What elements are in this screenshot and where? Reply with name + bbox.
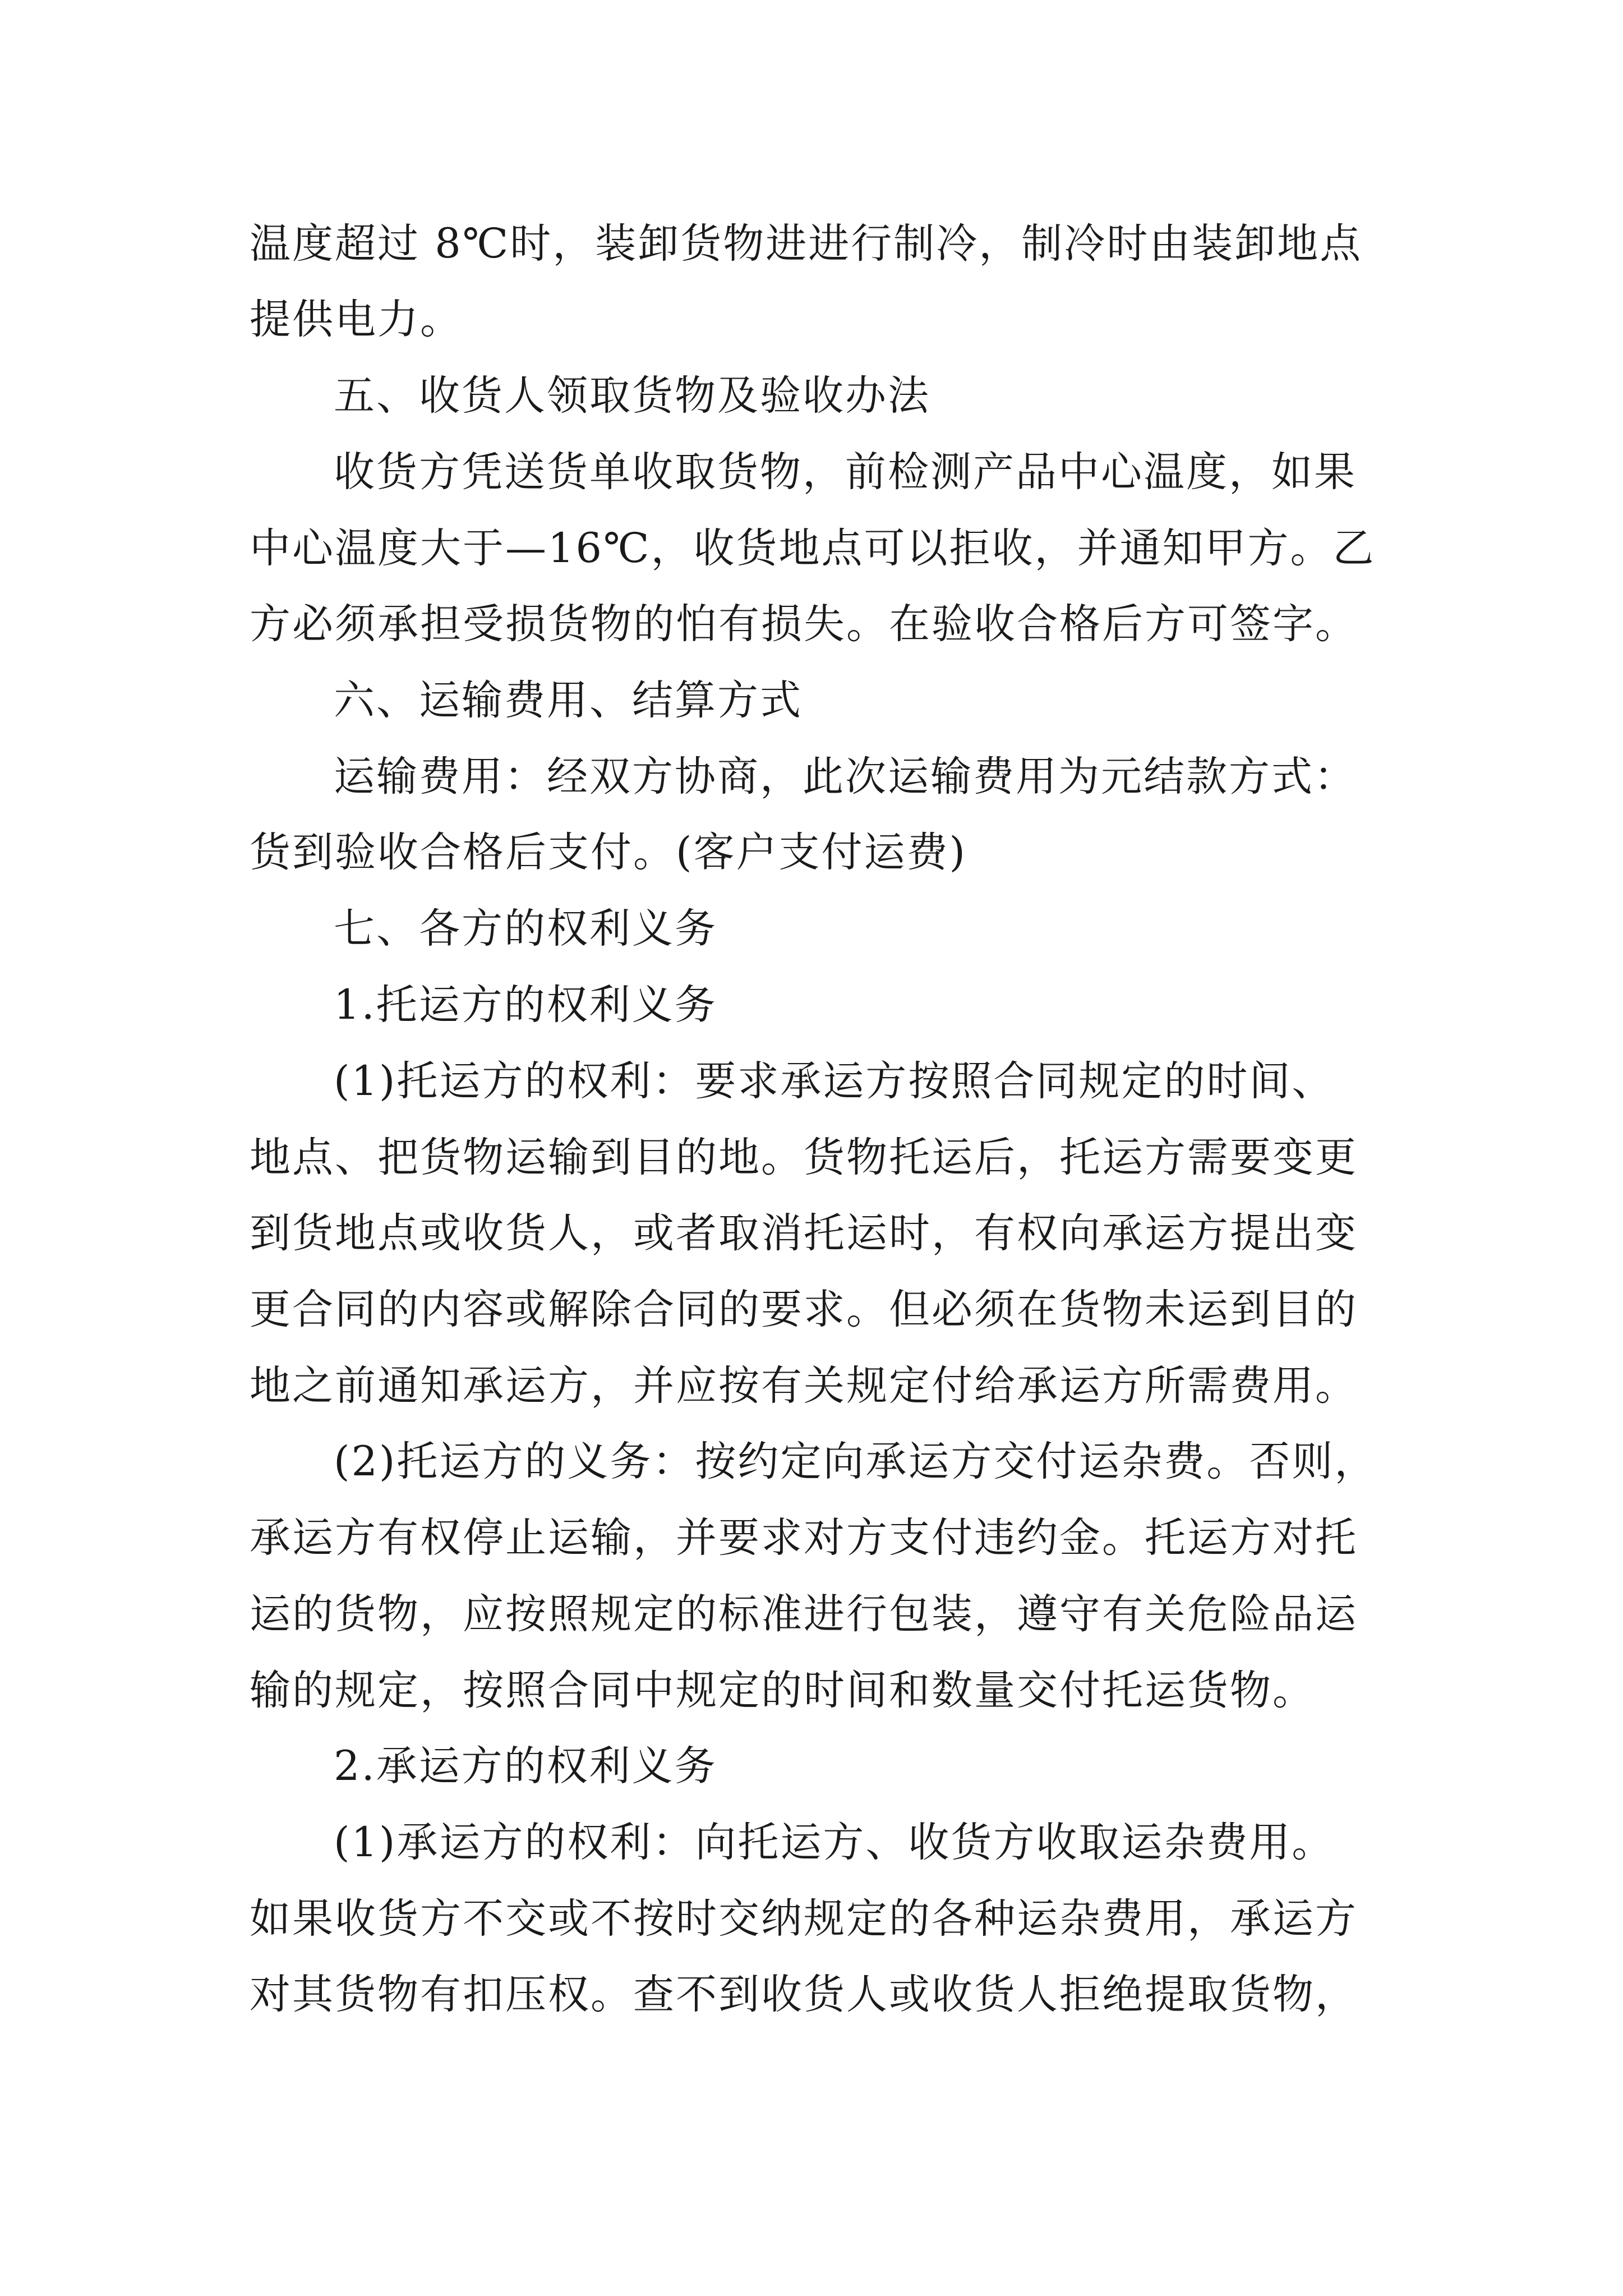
text-line: 如果收货方不交或不按时交纳规定的各种运杂费用，承运方 [250,1895,1358,1943]
text-line: (1)托运方的权利：要求承运方按照合同规定的时间、 [334,1057,1335,1105]
text-line: 运输费用：经双方协商，此次运输费用为元结款方式： [334,753,1357,800]
text-line: 提供电力。 [250,296,463,343]
text-line: 温度超过 8℃时，装卸货物进进行制冷，制冷时由装卸地点 [250,220,1363,268]
section-heading: 六、运输费用、结算方式 [334,677,803,724]
text-line: 到货地点或收货人，或者取消托运时，有权向承运方提出变 [250,1209,1358,1257]
text-line: 货到验收合格后支付。(客户支付运费) [250,829,967,876]
text-line: 收货方凭送货单收取货物，前检测产品中心温度，如果 [334,448,1357,496]
text-line: 方必须承担受损货物的怕有损失。在验收合格后方可签字。 [250,600,1358,648]
section-heading: 五、收货人领取货物及验收办法 [334,372,930,420]
text-line: 承运方有权停止运输，并要求对方支付违约金。托运方对托 [250,1514,1358,1562]
text-line: 输的规定，按照合同中规定的时间和数量交付托运货物。 [250,1667,1315,1714]
text-line: (2)托运方的义务：按约定向承运方交付运杂费。否则， [334,1438,1377,1485]
subsection-heading: 1.托运方的权利义务 [334,981,717,1029]
text-line: 中心温度大于—16℃，收货地点可以拒收，并通知甲方。乙 [250,524,1376,572]
text-line: 更合同的内容或解除合同的要求。但必须在货物未运到目的 [250,1286,1358,1333]
text-line: 地之前通知承运方，并应按有关规定付给承运方所需费用。 [250,1362,1358,1410]
subsection-heading: 2.承运方的权利义务 [334,1742,717,1790]
text-line: 运的货物，应按照规定的标准进行包装，遵守有关危险品运 [250,1590,1358,1638]
section-heading: 七、各方的权利义务 [334,905,717,953]
text-line: 对其货物有扣压权。查不到收货人或收货人拒绝提取货物， [250,1971,1358,2018]
text-line: (1)承运方的权利：向托运方、收货方收取运杂费用。 [334,1819,1335,1866]
text-line: 地点、把货物运输到目的地。货物托运后，托运方需要变更 [250,1134,1358,1181]
